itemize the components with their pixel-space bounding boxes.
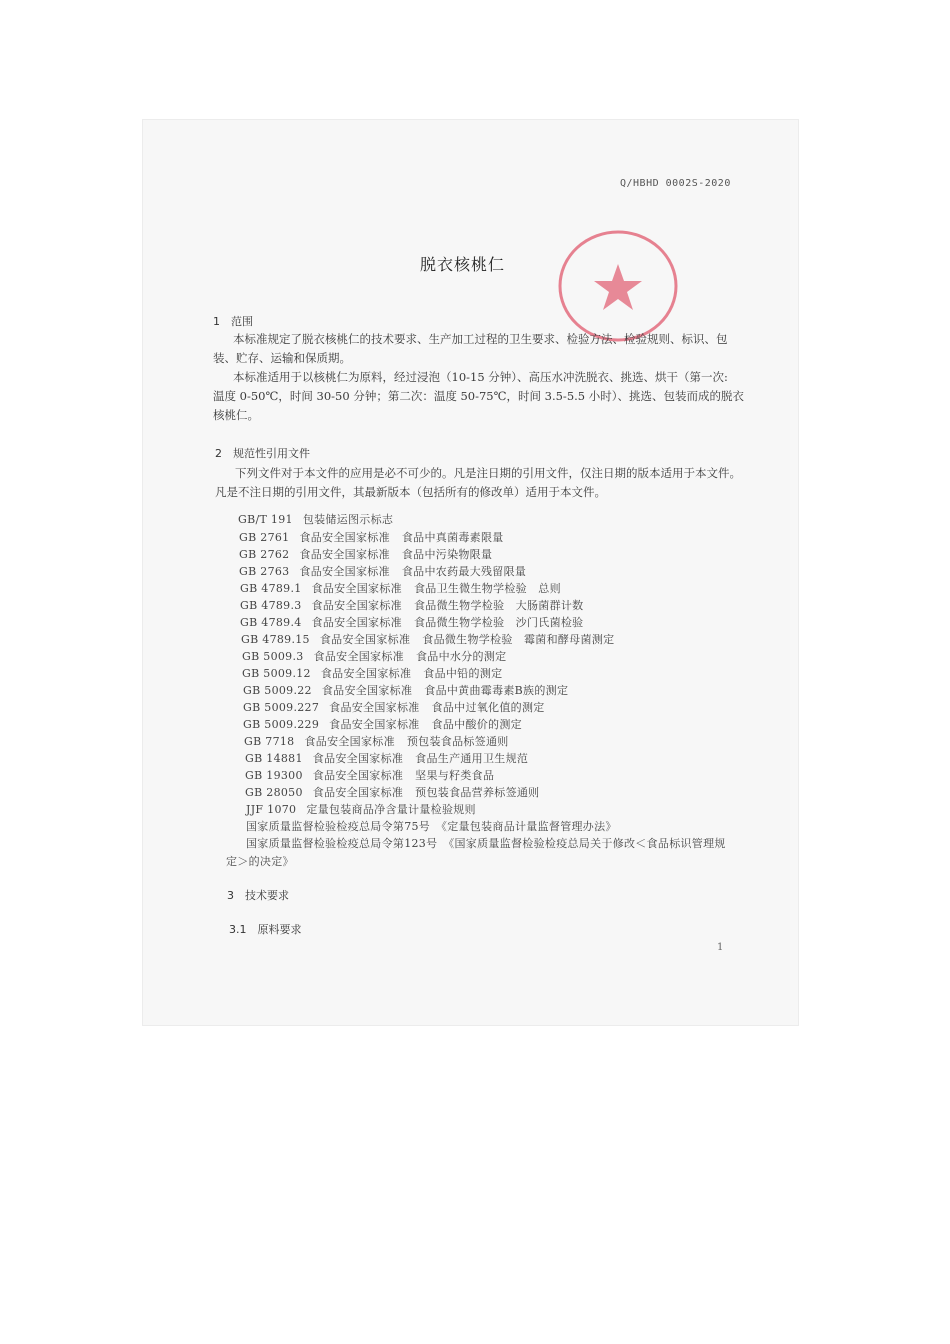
reference-standard: 食品安全国家标准 bbox=[320, 667, 412, 680]
reference-item bbox=[240, 580, 561, 596]
reference-item bbox=[239, 563, 526, 579]
reference-item bbox=[245, 767, 494, 783]
reference-code: GB 5009.22 bbox=[243, 684, 312, 697]
reference-code: GB 28050 bbox=[245, 786, 303, 799]
reference-topic: 食品中真菌毒素限量 bbox=[401, 531, 504, 544]
reference-topic: 食品中水分的测定 bbox=[415, 650, 507, 663]
reference-standard: 包装储运图示标志 bbox=[302, 513, 394, 526]
reference-code: GB 5009.12 bbox=[242, 667, 311, 680]
reference-item bbox=[240, 597, 583, 613]
reference-standard: 食品安全国家标准 bbox=[299, 565, 390, 578]
reference-standard: 食品安全国家标准 bbox=[329, 701, 420, 714]
reference-topic: 食品微生物学检验 霉菌和酵母菌测定 bbox=[422, 633, 615, 646]
normative-paragraph-line-2: 凡是不注日期的引用文件，其最新版本（包括所有的修改单）适用于本文件。 bbox=[215, 485, 606, 499]
scope-paragraph-2-line-1: 本标准适用于以核桃仁为原料，经过浸泡（10-15 分钟）、高压水冲洗脱衣、挑选、烘干（第一次: bbox=[233, 370, 728, 384]
regulation-order-123-line-1: 国家质量监督检验检疫总局令第123号 《国家质量监督检验检疫总局关于修改＜食品标识管理规 bbox=[246, 837, 726, 850]
reference-standard: 食品安全国家标准 bbox=[312, 769, 404, 782]
scope-paragraph-1-line-2: 装、贮存、运输和保质期。 bbox=[213, 351, 351, 365]
reference-topic: 食品生产通用卫生规范 bbox=[415, 752, 529, 765]
document-title: 脱衣核桃仁 bbox=[420, 255, 506, 274]
reference-item bbox=[246, 801, 488, 817]
reference-standard: 定量包装商品净含量计量检验规则 bbox=[306, 803, 476, 816]
reference-code: GB 5009.229 bbox=[243, 718, 320, 731]
reference-item bbox=[238, 511, 405, 527]
reference-item bbox=[242, 648, 506, 664]
reference-code: GB 2761 bbox=[239, 531, 290, 544]
reference-standard: 食品安全国家标准 bbox=[299, 531, 390, 544]
reference-standard: 食品安全国家标准 bbox=[319, 633, 411, 646]
regulation-order-75: 国家质量监督检验检疫总局令第75号 《定量包装商品计量监督管理办法》 bbox=[246, 820, 617, 833]
section-2-heading: 2 规范性引用文件 bbox=[215, 447, 310, 460]
section-3-heading: 3 技术要求 bbox=[227, 889, 289, 902]
reference-item bbox=[243, 699, 545, 715]
section-3-1-heading: 3.1 原料要求 bbox=[229, 923, 302, 936]
reference-topic: 坚果与籽类食品 bbox=[415, 769, 495, 782]
reference-code: GB/T 191 bbox=[238, 513, 293, 526]
reference-topic: 预包装食品标签通则 bbox=[406, 735, 509, 748]
company-seal bbox=[553, 226, 683, 346]
reference-standard: 食品安全国家标准 bbox=[311, 616, 402, 629]
reference-item bbox=[243, 716, 522, 732]
reference-code: GB 4789.3 bbox=[240, 599, 302, 612]
reference-code: GB 2763 bbox=[239, 565, 290, 578]
reference-standard: 食品安全国家标准 bbox=[311, 599, 402, 612]
reference-standard: 食品安全国家标准 bbox=[304, 735, 395, 748]
reference-topic: 食品微生物学检验 大肠菌群计数 bbox=[413, 599, 584, 612]
reference-topic: 食品中酸价的测定 bbox=[431, 718, 522, 731]
reference-item bbox=[239, 529, 504, 545]
reference-code: GB 7718 bbox=[244, 735, 295, 748]
reference-standard: 食品安全国家标准 bbox=[321, 684, 413, 697]
reference-standard: 食品安全国家标准 bbox=[329, 718, 420, 731]
reference-standard: 食品安全国家标准 bbox=[311, 582, 402, 595]
reference-topic: 食品微生物学检验 沙门氏菌检验 bbox=[413, 616, 584, 629]
reference-topic: 食品中污染物限量 bbox=[401, 548, 493, 561]
reference-item bbox=[242, 665, 502, 681]
reference-topic: 食品卫生微生物学检验 总则 bbox=[413, 582, 561, 595]
reference-standard: 食品安全国家标准 bbox=[312, 752, 404, 765]
scope-paragraph-2-line-3: 核桃仁。 bbox=[213, 408, 259, 422]
scope-paragraph-1-line-1: 本标准规定了脱衣核桃仁的技术要求、生产加工过程的卫生要求、检验方法、检验规则、标识、包 bbox=[233, 332, 728, 346]
reference-item bbox=[243, 682, 568, 698]
reference-topic: 食品中黄曲霉毒素B族的测定 bbox=[424, 684, 569, 697]
reference-code: GB 5009.3 bbox=[242, 650, 304, 663]
reference-code: GB 4789.4 bbox=[240, 616, 302, 629]
reference-item bbox=[241, 631, 614, 647]
reference-code: GB 5009.227 bbox=[243, 701, 320, 714]
reference-standard: 食品安全国家标准 bbox=[299, 548, 390, 561]
reference-topic: 食品中农药最大残留限量 bbox=[401, 565, 527, 578]
reference-code: GB 2762 bbox=[239, 548, 290, 561]
reference-item bbox=[245, 750, 528, 766]
reference-code: GB 4789.1 bbox=[240, 582, 302, 595]
normative-paragraph-line-1: 下列文件对于本文件的应用是必不可少的。凡是注日期的引用文件，仅注日期的版本适用于本文件。 bbox=[235, 466, 741, 480]
reference-standard: 食品安全国家标准 bbox=[313, 650, 404, 663]
reference-code: JJF 1070 bbox=[246, 803, 297, 816]
page-number: 1 bbox=[717, 942, 724, 953]
reference-code: GB 19300 bbox=[245, 769, 303, 782]
reference-item bbox=[245, 784, 539, 800]
reference-code: GB 14881 bbox=[245, 752, 303, 765]
reference-item bbox=[239, 546, 492, 562]
reference-item bbox=[244, 733, 509, 749]
reference-topic: 食品中过氧化值的测定 bbox=[431, 701, 545, 714]
reference-item bbox=[240, 614, 583, 630]
reference-topic: 预包装食品营养标签通则 bbox=[415, 786, 540, 799]
regulation-order-123-line-2: 定＞的决定》 bbox=[226, 855, 294, 868]
section-1-heading: 1 范围 bbox=[213, 315, 253, 328]
reference-code: GB 4789.15 bbox=[241, 633, 310, 646]
standard-code: Q/HBHD 0002S-2020 bbox=[620, 178, 731, 189]
scope-paragraph-2-line-2: 温度 0-50℃，时间 30-50 分钟；第二次：温度 50-75℃，时间 3.5-5.5 小时）、挑选、包装而成的脱衣 bbox=[213, 389, 745, 403]
reference-standard: 食品安全国家标准 bbox=[312, 786, 404, 799]
reference-topic: 食品中铅的测定 bbox=[423, 667, 503, 680]
